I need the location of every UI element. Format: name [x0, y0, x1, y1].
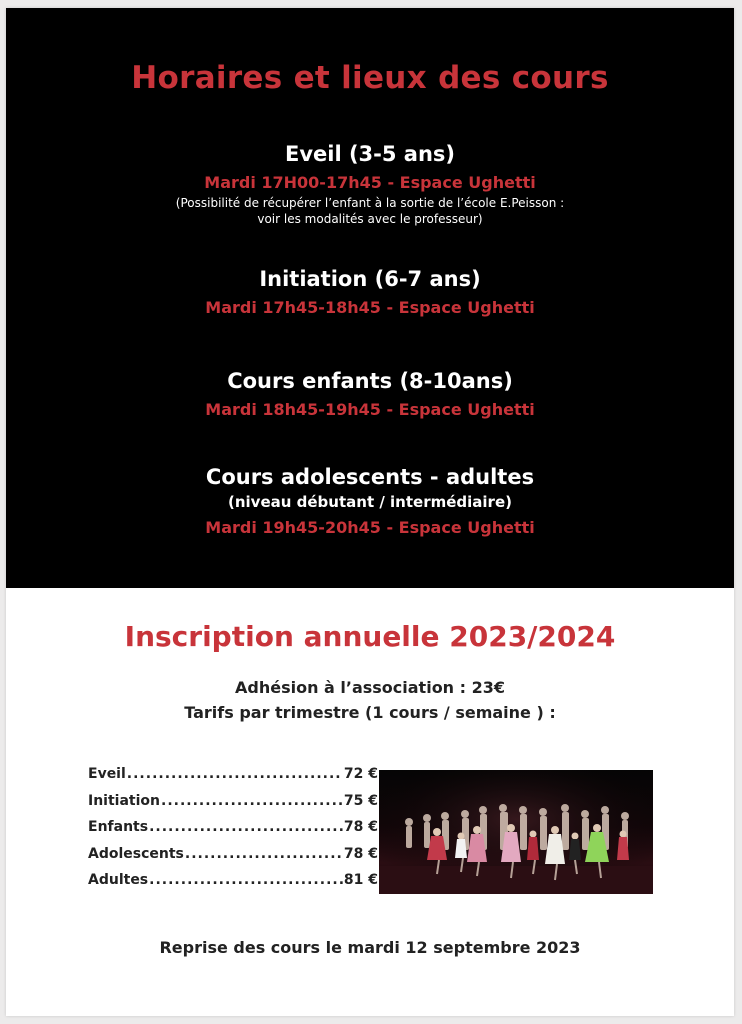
price-row	[88, 793, 378, 820]
price-row	[88, 766, 378, 793]
leader-dots	[161, 793, 343, 809]
price-row	[88, 872, 378, 899]
course-initiation	[6, 265, 734, 320]
price-name: Adolescents	[88, 845, 184, 862]
inscription-title: Inscription annuelle 2023/2024	[124, 620, 616, 653]
price-value: 78 €	[343, 819, 378, 835]
course-note: (Possibilité de récupérer l’enfant à la sortie de l’école E.Peisson :	[175, 196, 565, 210]
leader-dots	[149, 819, 343, 835]
course-name: Cours adolescents - adultes	[205, 465, 535, 489]
course-adolescents-adultes	[6, 463, 734, 540]
course-eveil	[6, 140, 734, 227]
course-level: (niveau débutant / intermédiaire)	[228, 493, 512, 511]
dance-photo	[379, 770, 653, 894]
schedule-title: Horaires et lieux des cours	[131, 60, 609, 96]
course-name: Initiation (6-7 ans)	[259, 267, 481, 291]
course-schedule: Mardi 18h45-19h45 - Espace Ughetti	[205, 400, 535, 419]
price-value: 81 €	[343, 872, 378, 888]
leader-dots	[127, 766, 343, 782]
leader-dots	[149, 872, 343, 888]
price-name: Adultes	[88, 872, 149, 888]
course-name: Cours enfants (8-10ans)	[227, 369, 513, 393]
flyer-page	[6, 8, 734, 1016]
tariffs-intro: Tarifs par trimestre (1 cours / semaine ) :	[184, 703, 556, 722]
dancers-illustration	[379, 770, 653, 894]
leader-dots	[185, 846, 343, 862]
course-enfants	[6, 367, 734, 422]
price-list	[88, 766, 378, 899]
membership-fee: Adhésion à l’association : 23€	[234, 678, 506, 697]
course-schedule: Mardi 17h45-18h45 - Espace Ughetti	[205, 298, 535, 317]
price-name: Enfants	[88, 819, 149, 835]
course-schedule: Mardi 19h45-20h45 - Espace Ughetti	[205, 518, 535, 537]
inscription-section	[6, 588, 734, 1016]
schedule-section	[6, 8, 734, 588]
price-name: Eveil	[88, 766, 126, 782]
price-row	[88, 819, 378, 846]
resume-date: Reprise des cours le mardi 12 septembre 2023	[159, 938, 581, 957]
price-row	[88, 846, 378, 873]
price-value: 72 €	[343, 766, 378, 782]
course-schedule: Mardi 17H00-17h45 - Espace Ughetti	[204, 173, 536, 192]
price-value: 78 €	[343, 845, 378, 862]
course-note: voir les modalités avec le professeur)	[257, 212, 483, 226]
price-name: Initiation	[88, 792, 160, 809]
course-name: Eveil (3-5 ans)	[284, 142, 456, 166]
price-value: 75 €	[343, 792, 378, 809]
